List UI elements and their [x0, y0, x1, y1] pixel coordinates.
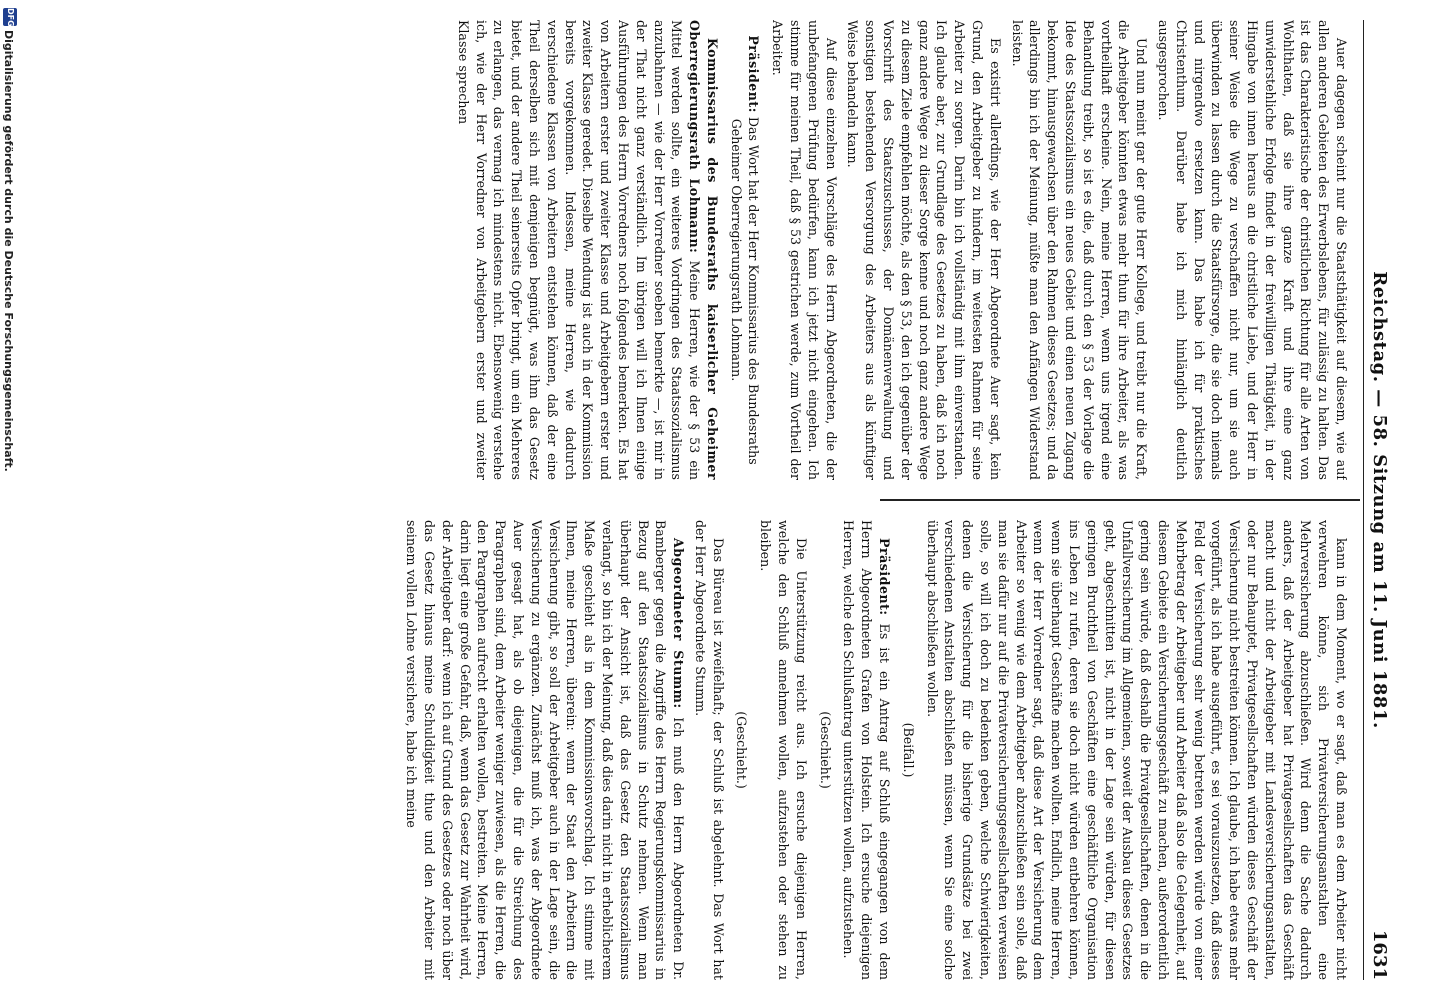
paragraph — [923, 520, 1350, 980]
paragraph — [840, 520, 893, 980]
paragraph — [769, 20, 840, 480]
paragraph-text: Die Unterstützung reicht aus. Ich ersuche diejenigen Herren, welche den Schluß annehmen wollen, aufzustehen oder stehen zu bleiben. — [758, 520, 809, 980]
paragraph — [816, 520, 834, 980]
paragraph — [733, 520, 751, 980]
paragraph — [757, 520, 810, 980]
column-divider — [880, 499, 1360, 501]
paragraph — [691, 520, 727, 980]
paragraph-text: (Geschieht.) — [817, 711, 833, 789]
dfg-logo: DFG — [3, 8, 17, 26]
page-header — [1363, 20, 1390, 980]
paragraph-text: (Geschieht.) — [734, 711, 750, 789]
left-column — [20, 20, 1350, 480]
paragraph — [899, 520, 917, 980]
paragraph — [844, 20, 1004, 480]
speaker-name: Präsident: — [746, 35, 762, 113]
paragraph-text: Auer dagegen scheint nur die Staatsthätigkeit auf diesem, wie auf allen anderen Gebieten des Erwerbslebens, für zulässig zu halten. Das ist das Charakteristische der christlichen Richtung für alle Arten von Wohlthaten, daß sie ihre ganze Kraft und ihre eine ganz unwiderstehliche Erfolge findet in der freiwilligen Thätigkeit, in der Hingabe von innen heraus an die christliche Liebe, und der Herr in seiner Weise die Wege zu verschaffen nicht nur, um sie auch überwinden zu lassen durch die Staatsfürsorge, die sie doch niemals und nirgendwo ersetzen kann. Das habe ich für praktisches Christenthum. Darüber habe ich mich hinlänglich deutlich ausgesprochen. — [1156, 20, 1349, 480]
running-head: Reichstag. — 58. Sitzung am 11. Juni 1881. — [1369, 271, 1390, 729]
paragraph — [1008, 20, 1150, 480]
paragraph-text: kann in dem Moment, wo er sagt, daß man es dem Arbeiter nicht verwehren könne, sich Privatversicherungsanstalten eine Mehrversicherung abzuschließen. Wird denn die Sache dadurch anders, daß der Arbeitgeber hat Privatgesellschaften das Geschäft macht und nicht der Arbeitgeber mit Landesversicherungsanstalten, oder nur Behauptet, Privatgesellschaften würden dieses Geschäft der Versicherung nicht bestreiten können. Ich glaube, ich habe etwas mehr vorgeführt, als ich habe ausgeführt, es sei vorauszusetzen, daß dieses Feld der Versicherung sehr wenig betreten werden würde von einer Mehrbetrag der Arbeitgeber und Arbeiter daß also die Gelegenheit, auf diesem Gebiete ein Versicherungsgeschäft zu machen, außerordentlich gering sein würde, daß deshalb die Privatgesellschaften, denen in die Unfallversicherung im Allgemeinen, soweit der Ausbau dieses Gesetzes geht, abgeschnitten ist, nicht in der Lage sein würden, für diesen geringen Bruchtheil von Geschäften eine geschäftliche Organisation ins Leben zu rufen, deren sie doch nicht würden entbehren können, wenn sie überhaupt Geschäfte machen wollten. Endlich, meine Herren, wenn der Herr Vorredner sagt, daß diese Art der Versicherung dem Arbeiter so wenig wie dem Arbeitgeber abzuschließen sein solle, daß man sie dafür nur auf die Privatversicherungsgesellschaften verweisen solle, so will ich doch zu bedenken geben, welche Schwierigkeiten, denen die Versicherung für die bisherige Grundsätze bei zwei verschiedenen Anstalten abschließen müssen, wenn Sie eine solche überhaupt abschließen wollen. — [924, 520, 1349, 980]
paragraph-text: Das Büreau ist zweifelhaft; der Schluß ist abgelehnt. Das Wort hat der Herr Abgeordnete Stumm. — [692, 520, 726, 980]
paragraph-text: Meine Herren, wie der § 53 ein Mittel werden sollte, ein weiteres Vordringen des Staatssozialismus anzubahnen — wie der Herr Vorredner soeben bemerkte —, ist mir in der That nicht ganz verständlich. Im übrigen will ich Ihnen einige Ausführungen des Herrn Vorredners noch folgendes bemerken. Es hat von Arbeitern erster und zweiter Klasse und Arbeitgebern erster und zweiter Klasse geredet. Dieselbe Wendung ist auch in der Kommission bereits vorgekommen. Indessen, meine Herren, wie dadurch verschiedene Klassen von Arbeitern entstehen können, daß der eine Theil derselben sich mit demjenigen begnügt, was ihm das Gesetz bietet, und der andere Theil seinerseits Opfer bringt, um ein Mehreres zu erlangen, das vermag ich mindestens nicht. Ebensowenig verstehe ich, wie der Herr Vorredner von Arbeitgebern erster und zweiter Klasse sprechen — [455, 20, 703, 480]
speaker-name: Abgeordneter Stumm: — [671, 538, 687, 709]
paragraph — [402, 520, 687, 980]
paragraph-text: Es existirt allerdings, wie der Herr Abgeordnete Auer sagt, kein Grund, den Arbeitgeber zu hindern, im weitesten Rahmen für seine Arbeiter zu sorgen. Darin bin ich vollständig mit ihm einverstanden. Ich glaube aber, zur Grundlage des Gesetzes zu haben, daß ich noch ganz andere Wege zu dieser Sorge kenne und noch ganz andere Wege zu diesem Ziele empfehlen möchte, als den § 53, den ich gegenüber der Vorschrift des Staatszuschusses, der Domänenverwaltung und sonstigen bestehenden Versorgung des Arbeiters aus als künftiger Weise behandeln kann. — [845, 20, 1003, 480]
paragraph — [727, 20, 763, 480]
speaker-name: Kommissarius des Bundesraths kaiserlicher Geheimer Oberregierungsrath Lohmann: — [687, 20, 720, 480]
paragraph-text: Es ist ein Antrag auf Schluß eingegangen von dem Herrn Abgeordneten Grafen von Holstein. Ich ersuche diejenigen Herren, welche den Schlußantrag unterstützen wollen, aufzustehen. — [841, 520, 893, 980]
paragraph-text: Das Wort hat der Herr Kommissarius des Bundesraths Geheimer Oberregierungsrath Lohmann. — [728, 116, 762, 465]
paragraph-text: (Beifall.) — [900, 722, 916, 778]
digitization-note: Digitalisierung gefördert durch die Deutsche Forschungsgemeinschaft. — [2, 30, 15, 472]
speaker-name: Präsident: — [877, 538, 893, 616]
page-number: 1631 — [1369, 929, 1390, 980]
paragraph-text: Auf diese einzelnen Vorschläge des Herrn Abgeordneten, die der unbefangenen Prüfung bedürfen, kann ich jetzt nicht eingehen. Ich stimme für meinen Theil, daß § 53 gestrichen werde, zum Vortheil der Arbeiter. — [770, 20, 839, 480]
paragraph-text: Und nun meint gar der gute Herr Kollege, und treibt nur die Kraft, die Arbeitgeber könnten etwas mehr thun für ihre Arbeiter, als was vortheilhaft erscheine. Nein, meine Herren, wenn uns irgend eine Behandlung treibt, so ist es die, daß durch den § 53 der Vorlage die Idee des Staatssozialismus ein neues Gebiet und einen neuen Zugang bekommt, hinausgewachsen über den Rahmen dieses Gesetzes; und da allerdings bin ich der Meinung, müßte man den Anfängen Widerstand leisten. — [1009, 20, 1150, 480]
paragraph — [454, 20, 721, 480]
right-column — [20, 520, 1350, 980]
digitization-footer — [0, 0, 22, 1000]
paragraph — [1154, 20, 1350, 480]
paragraph-text: Ich muß den Herrn Abgeordneten Dr. Bamberger gegen die Angriffe des Herrn Regierungskommissarius in Bezug auf den Staatssozialismus in Schutz nehmen. Wenn man überhaupt der Ansicht ist, daß das Gesetz den Staatssozialismus verlangt, so bin ich der Meinung, daß dies darin nicht in erheblicherem Maße geschieht als in dem Kommissionsvorschlag. Ich stimme mit Ihnen, meine Herren, überein: wenn der Staat den Arbeitern die Versicherung gibt, so soll der Arbeitgeber auch in der Lage sein, die Versicherung zu ergänzen. Zunächst muß ich, was der Abgeordnete Auer gesagt hat, als ob diejenigen, die für die Streichung des Paragraphen sind, dem Arbeiter weniger zuwiesen, als die Herren, die den Paragraphen aufrecht erhalten wollen, bestreiten. Meine Herren, darin liegt eine große Gefahr, daß, wenn das Gesetz zur Wahrheit wird, der Arbeitgeber darf: wenn ich auf Grund des Gesetzes oder noch über das Gesetz hinaus meine Schuldigkeit thue und den Arbeiter mit seinem vollen Lohne versichere, habe ich meine — [404, 520, 687, 980]
